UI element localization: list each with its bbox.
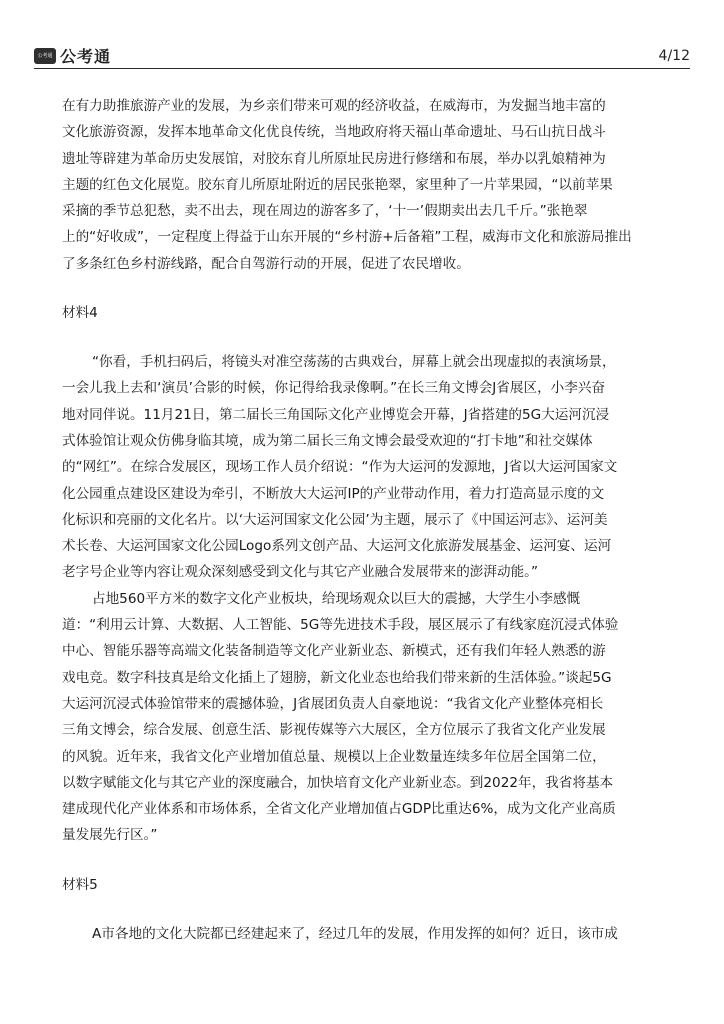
text-line: 文化旅游资源，发挥本地革命文化优良传统，当地政府将天福山革命遗址、马石山抗日战斗 (62, 124, 606, 141)
paragraph (62, 93, 668, 277)
text-line: 的“网红”。在综合发展区，现场工作人员介绍说：“作为大运河的发源地，J省以大运河国家文 (62, 459, 618, 476)
text-line: “你看，手机扫码后，将镜头对准空荡荡的古典戏台，屏幕上就会出现虚拟的表演场景， (92, 354, 616, 371)
paragraph (62, 586, 668, 849)
brand-logo (34, 44, 111, 67)
section-heading: 材料5 (62, 876, 98, 893)
text-line: 道：“利用云计算、大数据、人工智能、5G等先进技术手段，展区展示了有线家庭沉浸式体验 (62, 617, 619, 634)
page-number: 4/12 (658, 48, 690, 64)
text-line: 占地560平方米的数字文化产业板块，给现场观众以巨大的震撼，大学生小李感慨 (92, 590, 581, 607)
text-line: 老字号企业等内容让观众深刻感受到文化与其它产业融合发展带来的澎湃动能。” (62, 564, 539, 581)
spacer (62, 849, 668, 872)
text-line: 遗址等辟建为革命历史发展馆，对胶东育儿所原址民房进行修缮和布展，举办以乳娘精神为 (62, 150, 606, 167)
text-line: 以数字赋能文化与其它产业的深度融合，加快培育文化产业新业态。到2022年，我省将基本 (62, 774, 614, 791)
text-line: A市各地的文化大院都已经建起来了，经过几年的发展，作用发挥的如何？近日，该市成 (92, 925, 618, 942)
spacer (62, 277, 668, 300)
text-line: 建成现代化产业体系和市场体系，全省文化产业增加值占GDP比重达6%，成为文化产业高质 (62, 801, 616, 818)
document-body (62, 93, 668, 947)
text-line: 地对同伴说。11月21日，第二届长三角国际文化产业博览会开幕，J省搭建的5G大运河沉浸 (62, 406, 610, 423)
text-line: 在有力助推旅游产业的发展，为乡亲们带来可观的经济收益，在威海市，为发掘当地丰富的 (62, 98, 606, 114)
paragraph (62, 921, 668, 947)
text-line: 三角文博会，综合发展、创意生活、影视传媒等六大展区，全方位展示了我省文化产业发展 (62, 722, 606, 739)
text-line: 戏电竞。数字科技真是给文化插上了翅膀，新文化业态也给我们带来新的生活体验。”谈起5G (62, 669, 612, 686)
text-line: 主题的红色文化展览。胶东育儿所原址附近的居民张艳翠，家里种了一片苹果园，“以前苹果 (62, 176, 613, 193)
text-line: 一会儿我上去和‘演员’合影的时候，你记得给我录像啊。”在长三角文博会J省展区，小李兴奋 (62, 380, 606, 397)
text-line: 化标识和亮丽的文化名片。以‘大运河国家文化公园’为主题，展示了《中国运河志》、运河美 (62, 511, 608, 528)
text-line: 术长卷、大运河国家文化公园Logo系列文创产品、大运河文化旅游发展基金、运河宴、运河 (62, 538, 612, 555)
logo-badge-icon: 公考通 (34, 48, 56, 64)
text-line: 上的“好收成”，一定程度上得益于山东开展的“乡村游+后备箱”工程，威海市文化和旅游局推出 (62, 229, 632, 246)
text-line: 的风貌。近年来，我省文化产业增加值总量、规模以上企业数量连续多年位居全国第二位， (62, 748, 606, 765)
brand-name: 公考通 (60, 47, 112, 66)
text-line: 大运河沉浸式体验馆带来的震撼体验，J省展团负责人自豪地说：“我省文化产业整体亮相长 (62, 695, 604, 712)
text-line: 量发展先行区。” (62, 827, 158, 844)
text-line: 采摘的季节总犯愁，卖不出去，现在周边的游客多了，‘十一’假期卖出去几千斤。”张艳翠 (62, 203, 588, 220)
section-heading: 材料4 (62, 305, 98, 322)
paragraph (62, 349, 668, 586)
text-line: 式体验馆让观众仿佛身临其境，成为第二届长三角文博会最受欢迎的“打卡地”和社交媒体 (62, 432, 593, 449)
text-line: 中心、智能乐器等高端文化装备制造等文化产业新业态、新模式，还有我们年轻人熟悉的游 (62, 643, 606, 660)
page-header (34, 40, 690, 69)
text-line: 了多条红色乡村游线路，配合自驾游行动的开展，促进了农民增收。 (62, 255, 470, 272)
spacer (62, 326, 668, 349)
text-line: 化公园重点建设区建设为牵引，不断放大大运河IP的产业带动作用，着力打造高显示度的文 (62, 485, 605, 502)
spacer (62, 898, 668, 921)
